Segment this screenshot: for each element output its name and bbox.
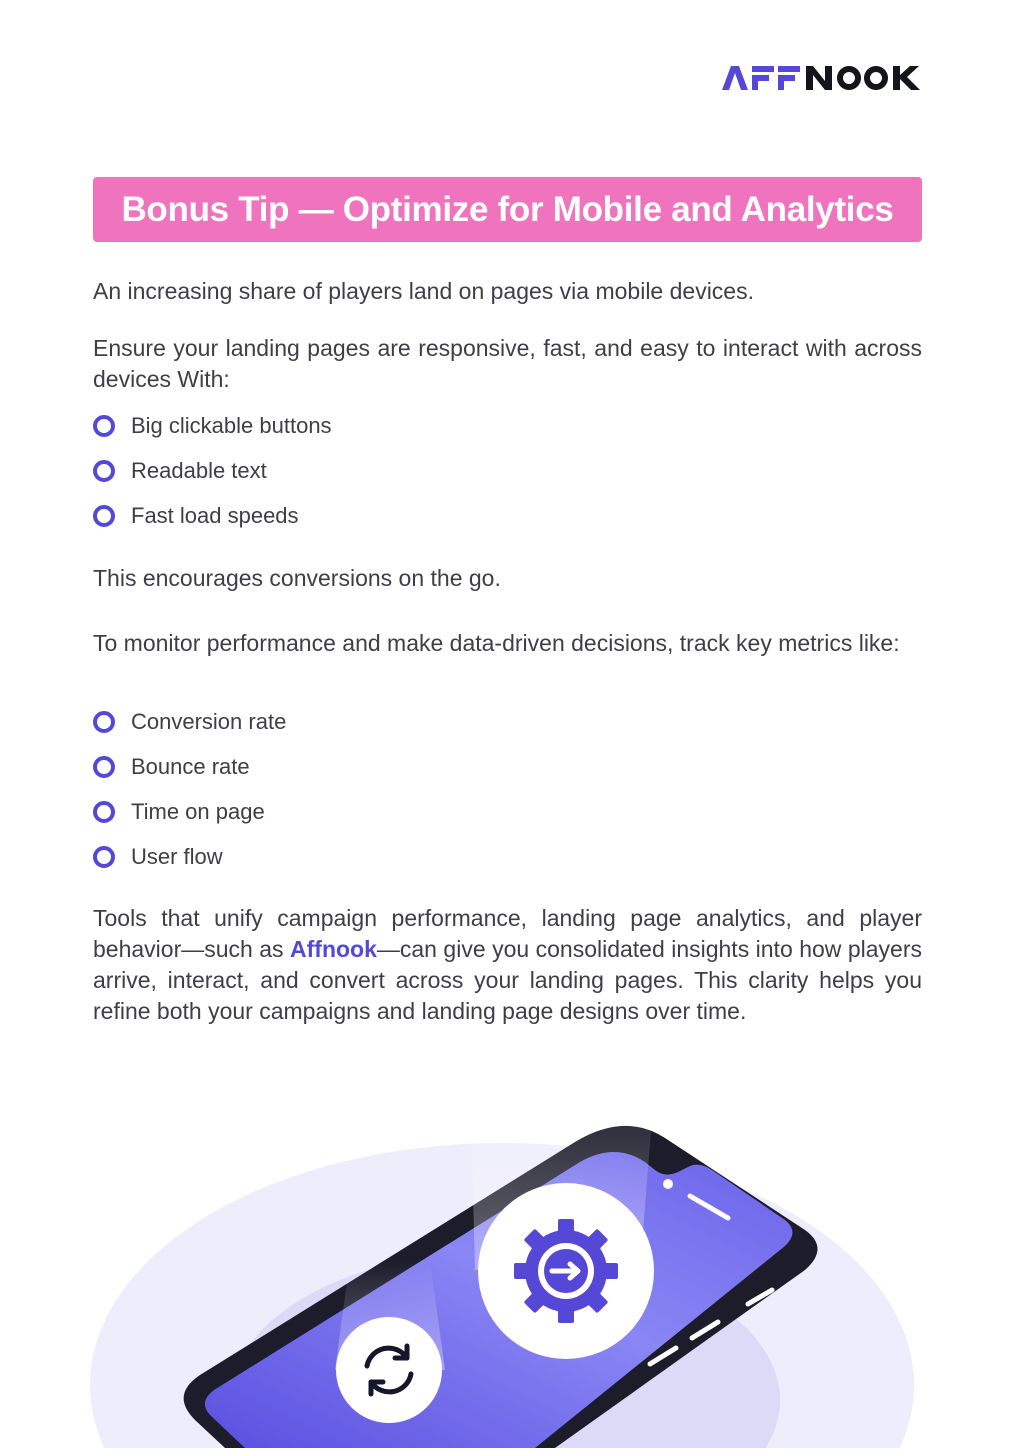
list-item-label: Fast load speeds (131, 502, 299, 528)
ring-bullet-icon (93, 846, 115, 868)
list-item-label: User flow (131, 843, 223, 869)
list-item-label: Bounce rate (131, 753, 250, 779)
tools-paragraph (93, 903, 922, 1027)
ring-bullet-icon (93, 415, 115, 437)
ring-bullet-icon (93, 505, 115, 527)
tools-text-after: —can give you consolidated insights into how players arrive, interact, and convert across your landing pages. This clarity helps you refine both your campaigns and landing page designs over time. (93, 936, 922, 1024)
mobile-features-list (93, 403, 332, 538)
ring-bullet-icon (93, 711, 115, 733)
affnook-brand-mention: Affnook (290, 936, 377, 962)
list-item (93, 699, 286, 744)
list-item-label: Conversion rate (131, 708, 287, 734)
list-item-label: Readable text (131, 457, 267, 483)
list-item-label: Time on page (131, 798, 265, 824)
conversions-paragraph: This encourages conversions on the go. (93, 565, 501, 591)
list-item (93, 744, 286, 789)
refresh-bubble (336, 1317, 442, 1423)
intro-paragraph: An increasing share of players land on pages via mobile devices. (93, 278, 754, 304)
list-item-label: Big clickable buttons (131, 412, 332, 438)
metrics-list (93, 699, 286, 879)
affnook-logo (722, 62, 924, 94)
camera-dot (663, 1179, 673, 1189)
ring-bullet-icon (93, 801, 115, 823)
list-item (93, 403, 332, 448)
ring-bullet-icon (93, 460, 115, 482)
section-title: Bonus Tip — Optimize for Mobile and Analytics (121, 189, 894, 229)
list-item (93, 493, 332, 538)
list-item (93, 789, 286, 834)
section-banner (93, 177, 922, 242)
gear-icon (514, 1219, 618, 1323)
list-item (93, 834, 286, 879)
ensure-paragraph: Ensure your landing pages are responsive, fast, and easy to interact with across devices With: (93, 335, 922, 392)
monitor-paragraph: To monitor performance and make data-driven decisions, track key metrics like: (93, 630, 900, 656)
ring-bullet-icon (93, 756, 115, 778)
list-item (93, 448, 332, 493)
tools-text-before: Tools that unify campaign performance, landing page analytics, and player behavior—such as (93, 905, 922, 962)
phone-illustration (0, 1080, 1024, 1448)
